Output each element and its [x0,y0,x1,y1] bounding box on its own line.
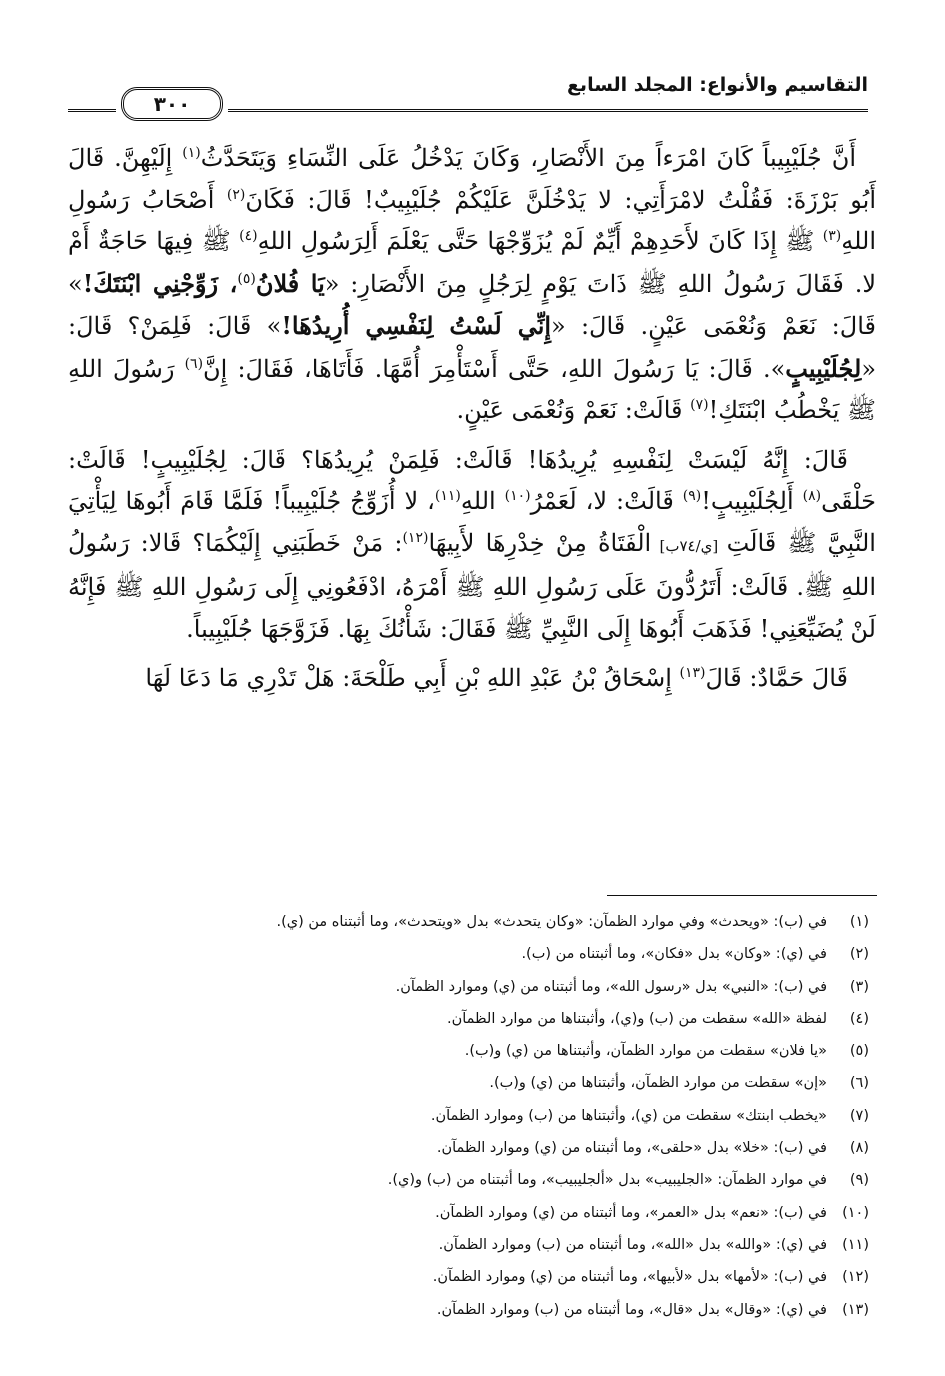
footnote-ref: (٩) [682,488,702,504]
footnote-number: (٦) [849,1075,869,1092]
footnote-divider [607,895,877,896]
footnote-item [69,1197,869,1229]
footnote-item [69,938,869,970]
footnote-ref: (١٠) [504,488,531,504]
text-run: إِلَيْهِنَّ. قَالَ أَبُو بَرْزَةَ: فَقُلْتُ لامْرَأَتِي: لا يَدْخُلَنَّ عَلَيْكُمْ جُلَيْبِيبٌ! قَالَ: فَكَانَ [68,144,876,214]
footnote-ref: (٤) [239,228,258,244]
footnote-number: (١) [849,914,869,930]
text-run: أَصْحَابُ رَسُولِ اللهِ [68,185,876,255]
footnote-ref: (١٢) [402,529,429,546]
footnote-ref: (٦) [184,355,204,372]
page-header [68,70,868,118]
footnote-number: (١٢) [842,1269,869,1286]
footnote-item [69,1003,869,1035]
footnote-text: في (ي): «وقال» بدل «قال»، وما أثبتناه من (ب) وموارد الظمآن. [436,1301,827,1318]
footnote-number: (٢) [849,946,869,963]
footnote-ref: (٨) [802,488,822,504]
footnote-ref: (١) [182,145,201,161]
footnote-item [69,1229,869,1261]
footnote-number: (١٠) [842,1204,869,1221]
footnotes-list [69,906,869,1326]
text-run: أَنَّ جُلَيْبِيباً كَانَ امْرَءاً مِنَ الأَنْصَارِ، وَكَانَ يَدْخُلُ عَلَى النِّسَاءِ وَيَتَحَدَّثُ [200,144,856,172]
footnote-item [69,1035,869,1067]
footnote-text: «إن» سقطت من موارد الظمآن، وأثبتناها من (ي) و(ب). [489,1075,827,1092]
text-run: قَالَ حَمَّادٌ: قَالَ [705,664,848,692]
footnote-number: (٤) [849,1010,869,1027]
text-run: قَالَ: إِنَّهُ لَيْسَتْ لِنَفْسِهِ يُرِيدُهَا! قَالَتْ: فَلِمَنْ يُرِيدُهَا؟ قَالَ: لِجُلَيْبِيبٍ! قَالَتْ: حَلْقَى [68,445,877,515]
footnote-ref: (٧) [690,397,709,413]
footnote-item [69,971,869,1003]
text-run: قَالَتْ: نَعَمْ وَنُعْمَى عَيْنٍ. [456,396,691,424]
text-run: رَسُولَ اللهِ ﷺ يَخْطُبُ ابْنَتَكِ! [68,354,876,424]
footnote-text: «يخطب ابنتك» سقطت من (ي)، وأثبتناها من (ب) وموارد الظمآن. [430,1107,827,1124]
footnote-item [69,1261,869,1293]
footnote-number: (١١) [842,1236,869,1253]
footnote-ref: (٢) [226,186,246,203]
bold-quote: لِجُلَيْبِيبٍ [785,353,862,383]
text-run: الْفَتَاةُ مِنْ خِدْرِهَا لأَبِيهَا [428,528,652,557]
main-text [68,138,876,708]
bold-quote: يَا فُلانُ [255,268,325,298]
text-run: قَالَتْ: لا، لَعَمْرُ [530,487,683,515]
footnote-number: (٥) [849,1043,869,1060]
footnote-ref: (٥) [237,270,256,287]
footnote-text: في (ب): «نعم» بدل «العمر»، وما أثبتناه من (ي) وموارد الظمآن. [435,1204,827,1221]
footnote-text: في موارد الظمآن: «الجليبيب» بدل «ألجليبيب»، وما أثبتناه من (ب) و(ي). [387,1172,827,1189]
footnote-item [69,1132,869,1164]
text-run: : مَنْ خَطَبَنِي إِلَيْكُمَا؟ قَالا: رَسُولُ اللهِ ﷺ. قَالَتْ: أَتَرُدُّونَ عَلَى رَسُولِ اللهِ ﷺ أَمْرَهُ، ادْفَعُونِي إِلَى رَسُولِ اللهِ ﷺ فَإِنَّهُ لَنْ يُضَيِّعَنِي! فَذَهَبَ أَبُوهَا إِلَى النَّبِيِّ ﷺ فَقَالَ: شَأْنُكَ بِهَا. فَزَوَّجَهَا جُلَيْبِيباً. [68,528,876,643]
paragraph-3 [68,658,876,700]
footnote-text: في (ي): «والله» بدل «الله»، وما أثبتناه من (ب) وموارد الظمآن. [438,1236,827,1253]
paragraph-2 [68,440,876,651]
page-number: ٣٠٠ [121,87,223,121]
footnote-number: (٣) [849,978,869,995]
footnote-number: (٩) [849,1172,869,1189]
text-run: » قَالَ: فَلِمَنْ؟ قَالَ: « [68,312,876,383]
footnote-item [69,1164,869,1196]
paragraph-1 [68,138,876,432]
footnote-item [69,1067,869,1099]
footnote-ref: (١٣) [679,665,706,681]
footnote-text: في (ب): «النبي» بدل «رسول الله»، وما أثبتناه من (ي) وموارد الظمآن. [395,978,827,995]
footnote-text: لفظة «الله» سقطت من (ب) و(ي)، وأثبتناها من موارد الظمآن. [446,1010,827,1027]
footnote-number: (٧) [849,1107,869,1124]
footnote-text: «يا فلان» سقطت من موارد الظمآن، وأثبتناها من (ي) و(ب). [464,1043,827,1060]
footnote-text: في (ي): «وكان» بدل «فكان»، وما أثبتناه من (ب). [521,946,827,963]
footnote-text: في (ب): «خلا» بدل «حلقى»، وما أثبتناه من (ي) وموارد الظمآن. [436,1140,827,1157]
page-number-box [116,86,228,122]
footnote-number: (١٣) [842,1301,869,1318]
bold-quote: ، زَوِّجْنِي ابْنَتَكَ! [82,268,238,298]
text-run: إِسْحَاقُ بْنُ عَبْدِ اللهِ بْنِ أَبِي طَلْحَةَ: هَلْ تَدْرِي مَا دَعَا لَهَا [145,664,680,692]
bold-quote: إِنِّي لَسْتُ لِنَفْسِي أُرِيدُهَا! [281,311,552,340]
running-title: التقاسيم والأنواع: المجلد السابع [557,74,868,96]
text-run: اللهِ [460,487,505,515]
text-run: أَلِجُلَيْبِيبٍ! [701,487,803,515]
footnote-text: في (ب): «ويحدث» وفي موارد الظمآن: «وكان يتحدث» بدل «ويتحدث»، وما أثبتناه من (ي). [276,914,827,930]
footnote-text: في (ب): «لأمها» بدل «لأبيها»، وما أثبتناه من (ي) وموارد الظمآن. [432,1269,827,1286]
text-run: ، لا أُزَوِّجُ جُلَيْبِيباً! فَلَمَّا قَامَ أَبُوهَا لِيَأْتِيَ النَّبِيَّ ﷺ قَالَتِ [68,487,876,557]
footnote-ref: (٣) [822,228,842,244]
footnote-item [69,906,869,938]
footnote-number: (٨) [849,1140,869,1157]
text-run: ». قَالَ: يَا رَسُولَ اللهِ، حَتَّى أَسْتَأْمِرَ أُمَّهَا. فَأَتَاهَا، فَقَالَ: إِنَّ [203,354,786,383]
footnote-ref: (١١) [434,488,461,504]
manuscript-marker: [ي/٧٤ب] [651,536,727,555]
text-run: » قَالَ: نَعَمْ وَنُعْمَى عَيْنٍ. قَالَ: « [68,269,876,340]
footnote-item [69,1294,869,1326]
text-run: ﷺ فِيهَا حَاجَةٌ أَمْ لا. فَقَالَ رَسُولُ اللهِ ﷺ ذَاتَ يَوْمٍ لِرَجُلٍ مِنَ الأَنْصَارِ: « [68,227,877,298]
text-run: ﷺ إِذَا كَانَ لأَحَدِهِمْ أَيِّمٌ لَمْ يُزَوِّجْهَا حَتَّى يَعْلَمَ أَلِرَسُولِ اللهِ [257,227,823,255]
footnote-item [69,1100,869,1132]
